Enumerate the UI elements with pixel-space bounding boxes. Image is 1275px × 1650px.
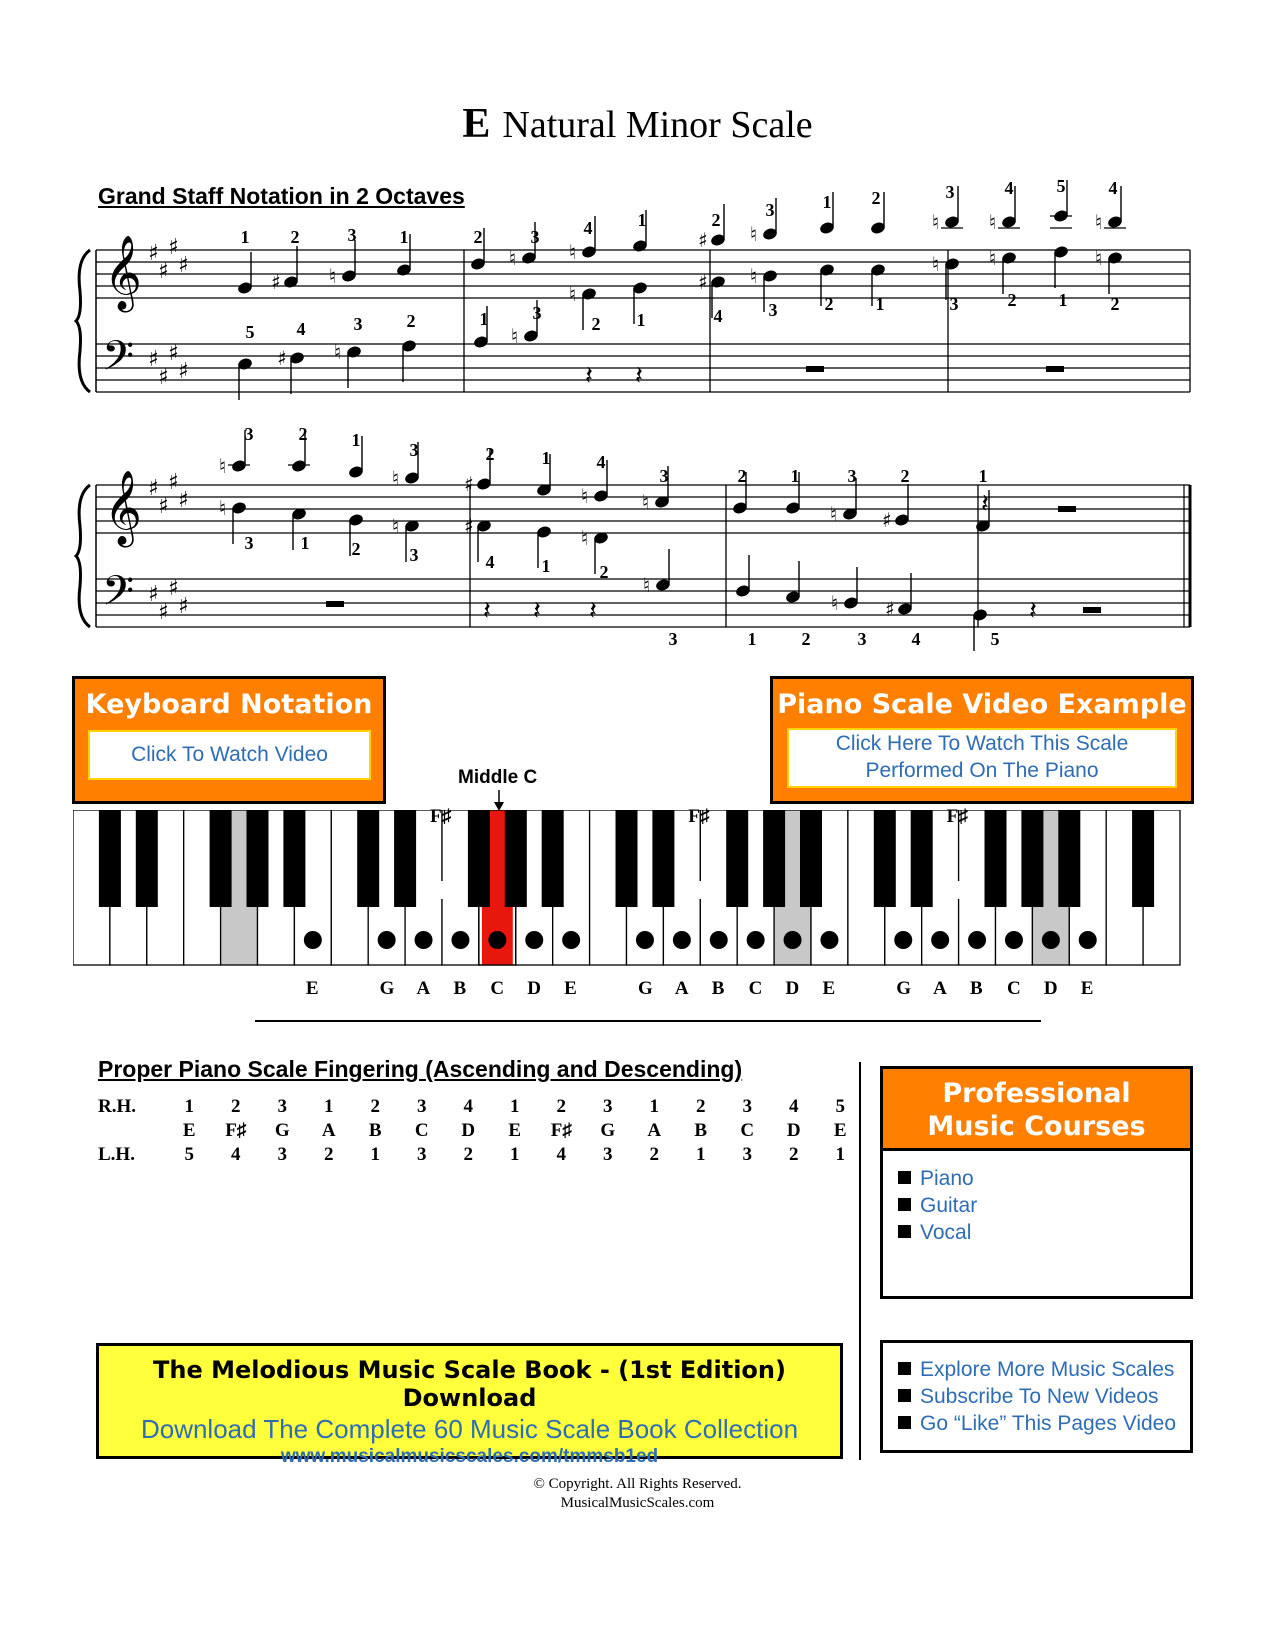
keyboard-note-label: C [490, 978, 505, 999]
finger-number: 1 [637, 210, 647, 230]
finger-number: 3 [857, 629, 867, 649]
finger-number: 1 [479, 309, 489, 329]
finger-number: 1 [351, 430, 361, 450]
finger-number: 2 [711, 210, 721, 230]
square-bullet-icon [898, 1198, 911, 1211]
black-key [247, 810, 269, 907]
rh-finger: 4 [789, 1096, 799, 1117]
sharp-icon: ♯ [168, 576, 179, 601]
finger-number: 1 [300, 533, 310, 553]
rh-finger: 2 [231, 1096, 241, 1117]
lh-finger: 4 [556, 1144, 566, 1165]
rh-finger: 3 [742, 1096, 752, 1117]
rh-finger: 4 [463, 1096, 473, 1117]
left-hand-row [98, 1143, 864, 1167]
rh-finger: 5 [835, 1096, 845, 1117]
explore-scales-link[interactable]: Explore More Music Scales [898, 1356, 1190, 1383]
book-url[interactable]: www.musicalmusicscales.com/tmmsb1ed [280, 1446, 659, 1467]
natural-icon: ♮ [334, 340, 342, 364]
quarter-rest-icon: 𝄽 [1029, 596, 1037, 626]
keyboard-note-label: D [527, 978, 541, 999]
finger-number: 4 [296, 319, 306, 339]
finger-number: 4 [713, 306, 723, 326]
sharp-icon: ♯ [178, 488, 189, 513]
finger-number: 2 [871, 188, 881, 208]
natural-icon: ♮ [581, 484, 589, 508]
fingering-heading: Proper Piano Scale Fingering (Ascending and Descending) [98, 1056, 743, 1082]
square-bullet-icon [898, 1416, 911, 1429]
sharp-icon: ♯ [148, 347, 159, 372]
note-name: C [414, 1120, 429, 1141]
finger-number: 1 [790, 466, 800, 486]
lh-finger: 1 [370, 1144, 380, 1165]
lh-finger: 1 [696, 1144, 706, 1165]
sharp-icon: ♯ [882, 508, 892, 532]
lh-finger: 1 [835, 1144, 845, 1165]
vertical-divider [859, 1062, 861, 1460]
note-dot [1042, 931, 1060, 949]
finger-number: 4 [911, 629, 921, 649]
keyboard-note-label: D [1043, 978, 1058, 999]
note-name: G [274, 1120, 290, 1141]
sharp-icon: ♯ [168, 470, 179, 495]
finger-number: 3 [768, 300, 778, 320]
rh-finger: 2 [556, 1096, 566, 1117]
lh-finger: 2 [463, 1144, 473, 1165]
black-key [468, 810, 490, 907]
note-dot [968, 931, 986, 949]
sharp-icon: ♯ [698, 228, 708, 252]
finger-number: 1 [978, 466, 988, 486]
sharp-icon: ♯ [178, 359, 189, 384]
note-name: D [786, 1120, 801, 1141]
keyboard-note-label: E [305, 978, 319, 999]
finger-number: 4 [1004, 178, 1014, 198]
natural-icon: ♮ [219, 496, 227, 520]
natural-icon: ♮ [932, 252, 940, 276]
note-name: E [508, 1120, 522, 1141]
finger-number: 3 [765, 200, 775, 220]
black-key [874, 810, 896, 907]
finger-number: 4 [583, 218, 593, 238]
note-name: G [600, 1120, 616, 1141]
note-name: F♯ [550, 1120, 572, 1141]
natural-icon: ♮ [511, 324, 519, 348]
lh-finger: 2 [789, 1144, 799, 1165]
natural-icon: ♮ [989, 246, 997, 270]
keyboard-note-label: G [379, 978, 395, 999]
note-name: D [461, 1120, 476, 1141]
treble-clef-icon: 𝄞 [104, 471, 142, 545]
rh-finger: 2 [696, 1096, 706, 1117]
course-item-vocal[interactable]: Vocal [898, 1219, 1190, 1246]
f-sharp-marker [691, 881, 709, 899]
note-name: A [647, 1120, 662, 1141]
note-dot [562, 931, 580, 949]
natural-icon: ♮ [643, 573, 651, 597]
keyboard-note-label: G [637, 978, 653, 999]
finger-number: 3 [668, 629, 678, 649]
finger-number: 2 [290, 227, 300, 247]
keyboard-note-label: E [564, 978, 577, 999]
rh-finger: 1 [649, 1096, 659, 1117]
note-dot [378, 931, 396, 949]
note-name: E [182, 1120, 196, 1141]
watch-scale-link[interactable] [787, 728, 1177, 788]
square-bullet-icon [898, 1362, 911, 1375]
natural-icon: ♮ [830, 502, 838, 526]
rh-finger: 1 [324, 1096, 334, 1117]
finger-number: 1 [240, 227, 250, 247]
black-key [616, 810, 638, 907]
finger-number: 1 [1058, 290, 1068, 310]
sharp-icon: ♯ [464, 472, 474, 496]
finger-number: 2 [599, 562, 609, 582]
black-key [800, 810, 822, 907]
courses-list [883, 1151, 1190, 1246]
sharp-icon: ♯ [168, 235, 179, 260]
finger-number: 4 [1108, 178, 1118, 198]
staff-finger-numbers [241, 176, 1120, 649]
rh-finger: 3 [277, 1096, 287, 1117]
finger-number: 4 [596, 452, 606, 472]
keyboard-note-label: E [822, 978, 836, 999]
black-key [136, 810, 158, 907]
rh-label: R.H. [98, 1096, 136, 1117]
sharp-icon: ♯ [158, 365, 169, 390]
finger-number: 3 [409, 440, 419, 460]
lh-finger: 2 [649, 1144, 659, 1165]
finger-number: 5 [1056, 176, 1066, 196]
finger-number: 3 [353, 314, 363, 334]
f-sharp-label: F♯ [688, 806, 710, 827]
keyboard-note-label: E [1080, 978, 1094, 999]
finger-number: 3 [659, 466, 669, 486]
note-name: E [833, 1120, 847, 1141]
keyboard-note-label: C [748, 978, 763, 999]
note-dot [931, 931, 949, 949]
brace-icon [76, 485, 90, 627]
finger-number: 2 [1007, 290, 1017, 310]
middle-c-arrow-icon [492, 790, 506, 812]
watch-scale-link-line2: Performed On The Piano [865, 759, 1099, 782]
copyright-site: MusicalMusicScales.com [560, 1495, 715, 1511]
note-name: C [740, 1120, 755, 1141]
finger-number: 2 [737, 466, 747, 486]
note-dot [673, 931, 691, 949]
natural-icon: ♮ [392, 514, 400, 538]
lh-finger: 5 [184, 1144, 194, 1165]
finger-number: 2 [824, 294, 834, 314]
finger-number: 1 [541, 448, 551, 468]
fingering-table [98, 1095, 864, 1167]
watch-scale-link-line1: Click Here To Watch This Scale [835, 732, 1129, 755]
title-text: Natural Minor Scale [502, 104, 813, 146]
f-sharp-marker [433, 881, 451, 899]
courses-heading-line2: Music Courses [927, 1111, 1146, 1142]
f-sharp-label: F♯ [430, 806, 452, 827]
square-bullet-icon [898, 1225, 911, 1238]
brace-icon [76, 250, 90, 392]
natural-icon: ♮ [642, 490, 650, 514]
natural-icon: ♮ [392, 466, 400, 490]
keyboard-note-label: B [711, 978, 725, 999]
square-bullet-icon [898, 1389, 911, 1402]
staff-lines [76, 235, 1190, 627]
quarter-rest-icon: 𝄽 [635, 361, 643, 391]
finger-number: 3 [244, 533, 254, 553]
video-example-heading: Piano Scale Video Example [777, 689, 1187, 720]
finger-number: 2 [406, 311, 416, 331]
sharp-icon: ♯ [158, 259, 169, 284]
sharp-icon: ♯ [148, 476, 159, 501]
finger-number: 3 [244, 424, 254, 444]
black-key [283, 810, 305, 907]
natural-icon: ♮ [569, 240, 577, 264]
note-name: B [694, 1120, 708, 1141]
lh-finger: 2 [324, 1144, 334, 1165]
square-bullet-icon [898, 1171, 911, 1184]
quarter-rest-icon: 𝄽 [589, 596, 597, 626]
black-key [911, 810, 933, 907]
natural-icon: ♮ [581, 526, 589, 550]
book-download-box[interactable] [96, 1343, 843, 1467]
finger-number: 1 [822, 192, 832, 212]
course-item-piano[interactable]: Piano [898, 1165, 1190, 1192]
whole-rest-icon [326, 601, 344, 607]
lh-finger: 1 [510, 1144, 520, 1165]
finger-number: 3 [847, 466, 857, 486]
note-dot [488, 931, 506, 949]
quarter-rest-icon: 𝄽 [585, 361, 593, 391]
natural-icon: ♮ [750, 222, 758, 246]
sharp-icon: ♯ [178, 594, 189, 619]
finger-number: 1 [636, 310, 646, 330]
note-dot [451, 931, 469, 949]
bass-clef-icon: 𝄢 [102, 332, 135, 390]
black-key [394, 810, 416, 907]
staff-notes [219, 180, 1126, 651]
note-dot [636, 931, 654, 949]
black-key [1058, 810, 1080, 907]
right-hand-row [98, 1095, 864, 1119]
staff-heading: Grand Staff Notation in 2 Octaves [98, 183, 465, 209]
finger-number: 2 [1110, 294, 1120, 314]
quarter-rest-icon: 𝄽 [483, 596, 491, 626]
natural-icon: ♮ [750, 264, 758, 288]
finger-number: 3 [409, 545, 419, 565]
note-dot [710, 931, 728, 949]
black-key [726, 810, 748, 907]
note-dot [304, 931, 322, 949]
quarter-rest-icon: 𝄽 [981, 489, 989, 519]
treble-clef-icon: 𝄞 [104, 236, 142, 310]
natural-icon: ♮ [831, 591, 839, 615]
quarter-rest-icon: 𝄽 [533, 596, 541, 626]
keyboard-notation-heading: Keyboard Notation [85, 689, 373, 720]
finger-number: 1 [399, 227, 409, 247]
keyboard-note-label: B [453, 978, 467, 999]
note-dot [894, 931, 912, 949]
middle-c-label: Middle C [458, 767, 538, 788]
course-item-guitar[interactable]: Guitar [898, 1192, 1190, 1219]
finger-number: 3 [530, 227, 540, 247]
sharp-icon: ♯ [464, 514, 474, 538]
sharp-icon: ♯ [271, 270, 281, 294]
rh-finger: 1 [184, 1096, 194, 1117]
sharp-icon: ♯ [178, 253, 189, 278]
grand-staff-notation [0, 0, 1275, 660]
lh-finger: 3 [742, 1144, 752, 1165]
natural-icon: ♮ [989, 210, 997, 234]
finger-number: 1 [541, 556, 551, 576]
finger-number: 3 [532, 303, 542, 323]
f-sharp-marker [950, 881, 968, 899]
finger-number: 2 [801, 629, 811, 649]
black-key [99, 810, 121, 907]
like-video-link[interactable]: Go “Like” This Pages Video [898, 1410, 1190, 1437]
explore-box [880, 1340, 1193, 1453]
whole-rest-icon [1058, 506, 1076, 512]
natural-icon: ♮ [1095, 246, 1103, 270]
lh-finger: 3 [603, 1144, 613, 1165]
note-dot [415, 931, 433, 949]
finger-number: 2 [485, 444, 495, 464]
courses-heading [883, 1069, 1190, 1151]
sharp-icon: ♯ [698, 270, 708, 294]
keyboard-note-label: A [933, 978, 947, 999]
finger-number: 1 [747, 629, 757, 649]
note-dot [1079, 931, 1097, 949]
watch-video-link[interactable]: Click To Watch Video [88, 730, 371, 780]
keyboard-note-label: A [416, 978, 431, 999]
natural-icon: ♮ [1095, 210, 1103, 234]
video-example-box [770, 676, 1194, 804]
rh-finger: 3 [417, 1096, 427, 1117]
rh-finger: 2 [370, 1096, 380, 1117]
note-dot [784, 931, 802, 949]
keyboard-note-label: C [1006, 978, 1021, 999]
finger-number: 3 [949, 294, 959, 314]
black-key [985, 810, 1007, 907]
keyboard-note-label: D [785, 978, 800, 999]
finger-number: 5 [990, 629, 1000, 649]
sharp-icon: ♯ [158, 494, 169, 519]
whole-rest-icon [1046, 366, 1064, 372]
finger-number: 2 [473, 227, 483, 247]
bass-clef-icon: 𝄢 [102, 567, 135, 625]
whole-rest-icon [806, 366, 824, 372]
note-dot [747, 931, 765, 949]
finger-number: 3 [347, 225, 357, 245]
sharp-icon: ♯ [148, 241, 159, 266]
note-name: B [368, 1120, 382, 1141]
black-key [505, 810, 527, 907]
keyboard-note-label: G [896, 978, 912, 999]
lh-finger: 3 [417, 1144, 427, 1165]
keyboard-note-label: B [970, 978, 983, 999]
sharp-icon: ♯ [158, 600, 169, 625]
finger-number: 2 [298, 424, 308, 444]
finger-number: 1 [875, 294, 885, 314]
lh-finger: 4 [231, 1144, 241, 1165]
note-dot [1005, 931, 1023, 949]
natural-icon: ♮ [932, 210, 940, 234]
sharp-icon: ♯ [277, 346, 287, 370]
subscribe-link[interactable]: Subscribe To New Videos [898, 1383, 1190, 1410]
black-key [763, 810, 785, 907]
note-name: F♯ [225, 1120, 247, 1141]
sharp-icon: ♯ [148, 582, 159, 607]
finger-number: 3 [945, 182, 955, 202]
courses-box [880, 1066, 1193, 1299]
black-key [210, 810, 232, 907]
explore-list [883, 1343, 1190, 1437]
natural-icon: ♮ [219, 454, 227, 478]
black-key [542, 810, 564, 907]
keyboard-notation-box [72, 676, 386, 804]
note-dot [820, 931, 838, 949]
rh-finger: 1 [510, 1096, 520, 1117]
natural-icon: ♮ [509, 246, 517, 270]
book-collection-link[interactable]: Download The Complete 60 Music Scale Book Collection [140, 1414, 799, 1444]
natural-icon: ♮ [329, 264, 337, 288]
natural-icon: ♮ [569, 282, 577, 306]
divider-line [255, 1020, 1041, 1022]
piano-keyboard [73, 810, 1193, 975]
note-row [98, 1119, 864, 1143]
finger-number: 5 [245, 322, 255, 342]
whole-rest-icon [1083, 607, 1101, 613]
black-key [1132, 810, 1154, 907]
finger-number: 2 [351, 539, 361, 559]
note-name: A [321, 1120, 336, 1141]
finger-number: 4 [485, 552, 495, 572]
lh-label: L.H. [98, 1144, 135, 1165]
keyboard-note-label: A [674, 978, 689, 999]
book-title: The Melodious Music Scale Book - (1st Edition) Download [153, 1356, 786, 1412]
finger-number: 2 [591, 314, 601, 334]
black-key [357, 810, 379, 907]
note-dot [525, 931, 543, 949]
rh-finger: 3 [603, 1096, 613, 1117]
black-key [652, 810, 674, 907]
finger-number: 2 [900, 466, 910, 486]
black-key [1021, 810, 1043, 907]
f-sharp-label: F♯ [946, 806, 968, 827]
sharp-icon: ♯ [168, 341, 179, 366]
courses-heading-line1: Professional [942, 1078, 1131, 1109]
sharp-icon: ♯ [885, 597, 895, 621]
copyright [0, 1475, 1275, 1513]
copyright-line1: © Copyright. All Rights Reserved. [533, 1476, 742, 1492]
lh-finger: 3 [277, 1144, 287, 1165]
title-key: E [462, 101, 491, 147]
